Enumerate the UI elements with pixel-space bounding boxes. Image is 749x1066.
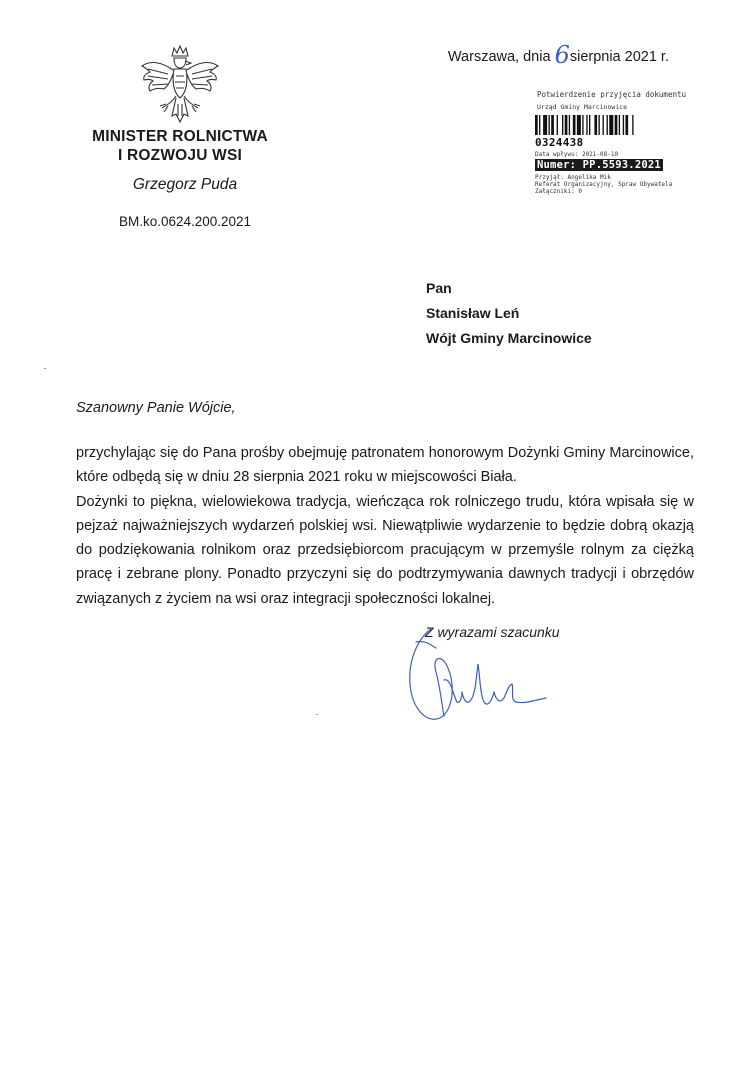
place-and-date (447, 41, 669, 69)
barcode-bar (549, 115, 550, 135)
barcode-bar (557, 115, 558, 135)
barcode-bar (623, 115, 624, 135)
barcode-bar (589, 115, 590, 135)
date-prefix: Warszawa, dnia (447, 49, 551, 65)
closing-phrase: Z wyrazami szacunku (425, 624, 560, 640)
barcode (535, 115, 665, 135)
barcode-bar (539, 115, 540, 135)
salutation: Szanowny Panie Wójcie, (76, 400, 236, 416)
barcode-bar (562, 115, 563, 135)
handwritten-signature (396, 620, 566, 730)
scan-speck (44, 368, 46, 369)
ministry-name-line2: I ROZWOJU WSI (117, 147, 242, 164)
barcode-bar (632, 115, 633, 135)
barcode-bar (594, 115, 597, 135)
minister-name: Grzegorz Puda (132, 176, 238, 193)
barcode-bar (565, 115, 568, 135)
stamp-entry-date: Data wpływu: 2021-08-10 (535, 151, 619, 158)
barcode-bar (607, 115, 608, 135)
recipient-title: Pan (426, 280, 452, 296)
recipient-position: Wójt Gminy Marcinowice (426, 330, 592, 346)
stamp-received-by: Przyjął: Angelika Mik (535, 174, 611, 181)
date-day-handwritten: 6 (554, 41, 570, 69)
scan-speck (316, 714, 318, 715)
stamp-barcode-number: 0324438 (535, 136, 584, 149)
barcode-bar (535, 115, 538, 135)
stamp-title: Potwierdzenie przyjęcia dokumentu (537, 90, 687, 99)
barcode-bar (582, 115, 583, 135)
stamp-department: Referat Organizacyjny, Spraw Obywatela (535, 181, 673, 188)
barcode-bar (609, 115, 613, 135)
letter-paragraph-2: Dożynki to piękna, wielowiekowa tradycja, wieńcząca rok rolniczego trudu, która wpisała się w pejzaż najważniejszych wydarzeń polskiej wsi. Niewątpliwie wydarzenie to będzie dobrą okazją do podziękowania rolnikom oraz przedsiębiorcom pracującym w przemyśle rolnym za ciężką pracę i zebrane plony. Ponadto przyczyni się do podtrzymywania dawnych tradycji i obrzędów związanych z życiem na wsi oraz integracji społeczności lokalnej. (76, 493, 694, 607)
polish-eagle-icon (138, 44, 222, 130)
barcode-bar (551, 115, 554, 135)
stamp-attachments: Załączniki: 0 (535, 188, 582, 195)
stamp-number: Numer: PP.5593.2021 (537, 159, 661, 171)
barcode-bar (586, 115, 587, 135)
letter-paragraph-1: przychylając się do Pana prośby obejmuję patronatem honorowym Dożynki Gminy Marcinowice, które odbędą się w dniu 28 sierpnia 2021 roku w miejscowości Biała. (76, 445, 694, 486)
registry-stamp (533, 90, 745, 198)
barcode-bar (598, 115, 599, 135)
barcode-bar (603, 115, 604, 135)
barcode-bar (625, 115, 628, 135)
barcode-bar (615, 115, 618, 135)
barcode-bar (543, 115, 547, 135)
date-suffix: sierpnia 2021 r. (569, 49, 669, 65)
barcode-bar (619, 115, 620, 135)
reference-number: BM.ko.0624.200.2021 (118, 214, 252, 229)
barcode-bar (577, 115, 581, 135)
recipient-name: Stanisław Leń (426, 305, 520, 321)
letter-body (76, 441, 694, 611)
barcode-bar (573, 115, 576, 135)
ministry-name-line1: MINISTER ROLNICTWA (92, 128, 268, 145)
stamp-office: Urząd Gminy Marcinowice (537, 103, 628, 111)
barcode-bar (569, 115, 570, 135)
